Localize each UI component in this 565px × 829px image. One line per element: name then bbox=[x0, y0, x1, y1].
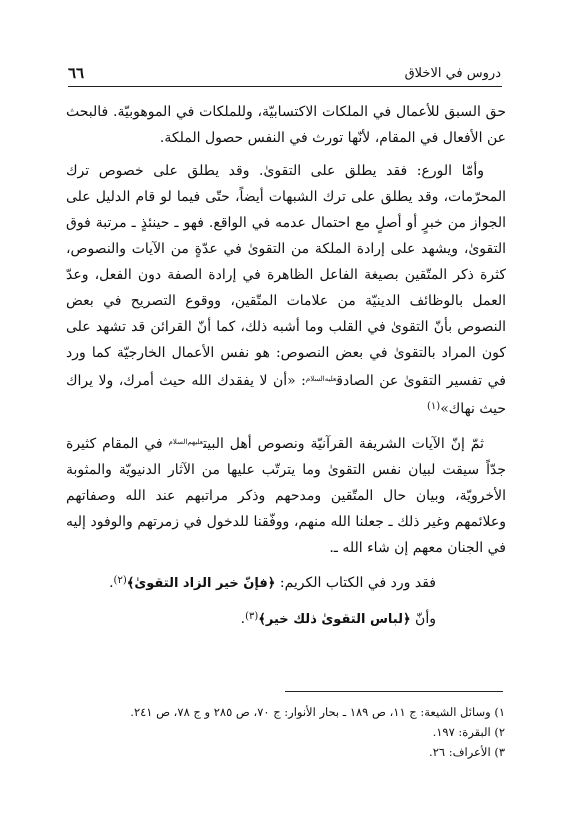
footnote-ref-1: (١) bbox=[427, 401, 441, 412]
paragraph-3 bbox=[66, 429, 506, 561]
footnote-ref-2: (٢) bbox=[113, 575, 127, 586]
paragraph-1-text: حق السبق للأعمال في الملكات الاكتسابيّة، وللملكات في الموهوبيّة. فالبحث عن الأفعال في المقام، لأنّها تورث في النفس حصول الملكة. bbox=[66, 104, 506, 146]
header-divider bbox=[68, 86, 502, 87]
hadith-quote: «أن لا يفقدك الله حيث أمرك، ولا يراك حيث نهاك» bbox=[66, 373, 506, 417]
page-number: ٦٦ bbox=[68, 64, 85, 82]
paragraph-2-text: وأمّا الورع: فقد يطلق على التقوىٰ. وقد يطلق على خصوص ترك المحرّمات، وقد يطلق على ترك الشبهات أيضاً، حتّى فيما لو قام الدليل على الجواز من خبرٍ أو أصلٍ مع احتمال عدمه في الواقع. فهو ـ حينئذٍ ـ مرتبة فوق التقوىٰ، ويشهد على إرادة الملكة من التقوىٰ في عدّةٍ من الآيات والنصوص، كثرة ذكر المتّقين بصيغة الفاعل الظاهرة في إرادة الصفة دون الفعل، وعدّ العمل بالوظائف الدينيّة من علامات المتّقين، ووقوع التصريح في بعض النصوص بأنّ التقوىٰ في القلب وما أشبه ذلك، كما أنّ القرائن قد تشهد على كون المراد بالتقوىٰ في بعض النصوص: هو نفس الأعمال الخارجيّة كما ورد في تفسير التقوىٰ عن الصادق bbox=[66, 163, 507, 389]
salutation-mark: عليهم‌السلام bbox=[168, 438, 204, 446]
quran-verse-1: ﴿فإنّ خير الزاد التقوىٰ﴾ bbox=[126, 576, 276, 591]
paragraph-1 bbox=[66, 99, 506, 151]
quran-verse-2: ﴿لباس التقوىٰ ذلك خير﴾ bbox=[258, 612, 411, 627]
footnotes bbox=[120, 702, 505, 762]
footnote-divider bbox=[285, 691, 503, 692]
quote-2-period: . bbox=[240, 611, 246, 627]
book-title: دروس في الاخلاق bbox=[404, 65, 501, 81]
footnote-3: ٣) الأعراف: ٢٦. bbox=[429, 745, 505, 759]
paragraph-2 bbox=[66, 158, 506, 422]
quran-quote-1 bbox=[66, 568, 506, 597]
paragraph-2-colon: : bbox=[301, 373, 306, 389]
paragraph-3-text-b: في المقام كثيرة جدّاً سيقت لبيان نفس التقوىٰ وما يترتّب عليها من الآثار الدنيويّة والمثوبة الأخرويّة، وبيان حال المتّقين ومدحهم وذكر مراتبهم عند الله وصفاتهم وعلائمهم وغير ذلك ـ جعلنا الله منهم، ووفّقنا للدخول في زمرتهم والوفود إليه في الجنان معهم إن شاء الله ـ. bbox=[66, 436, 506, 556]
quote-1-intro: فقد ورد في الكتاب الكريم: bbox=[275, 575, 436, 591]
footnote-ref-3: (٣) bbox=[245, 611, 259, 622]
quran-quote-2 bbox=[66, 604, 506, 633]
quote-1-period: . bbox=[109, 575, 114, 591]
paragraph-3-text-a: ثمّ إنّ الآيات الشريفة القرآنيّة ونصوص أهل البيت bbox=[203, 436, 485, 452]
main-text bbox=[66, 99, 506, 640]
page-header bbox=[68, 62, 501, 84]
footnote-2: ٢) البقرة: ١٩٧. bbox=[432, 725, 505, 739]
salutation-mark: عليه‌السلام bbox=[305, 375, 337, 383]
quote-2-intro: وأنّ bbox=[410, 611, 436, 627]
footnote-1: ١) وسائل الشيعة: ج ١١، ص ١٨٩ ـ بحار الأنوار: ج ٧٠، ص ٢٨٥ و ج ٧٨، ص ٢٤١. bbox=[130, 705, 505, 719]
